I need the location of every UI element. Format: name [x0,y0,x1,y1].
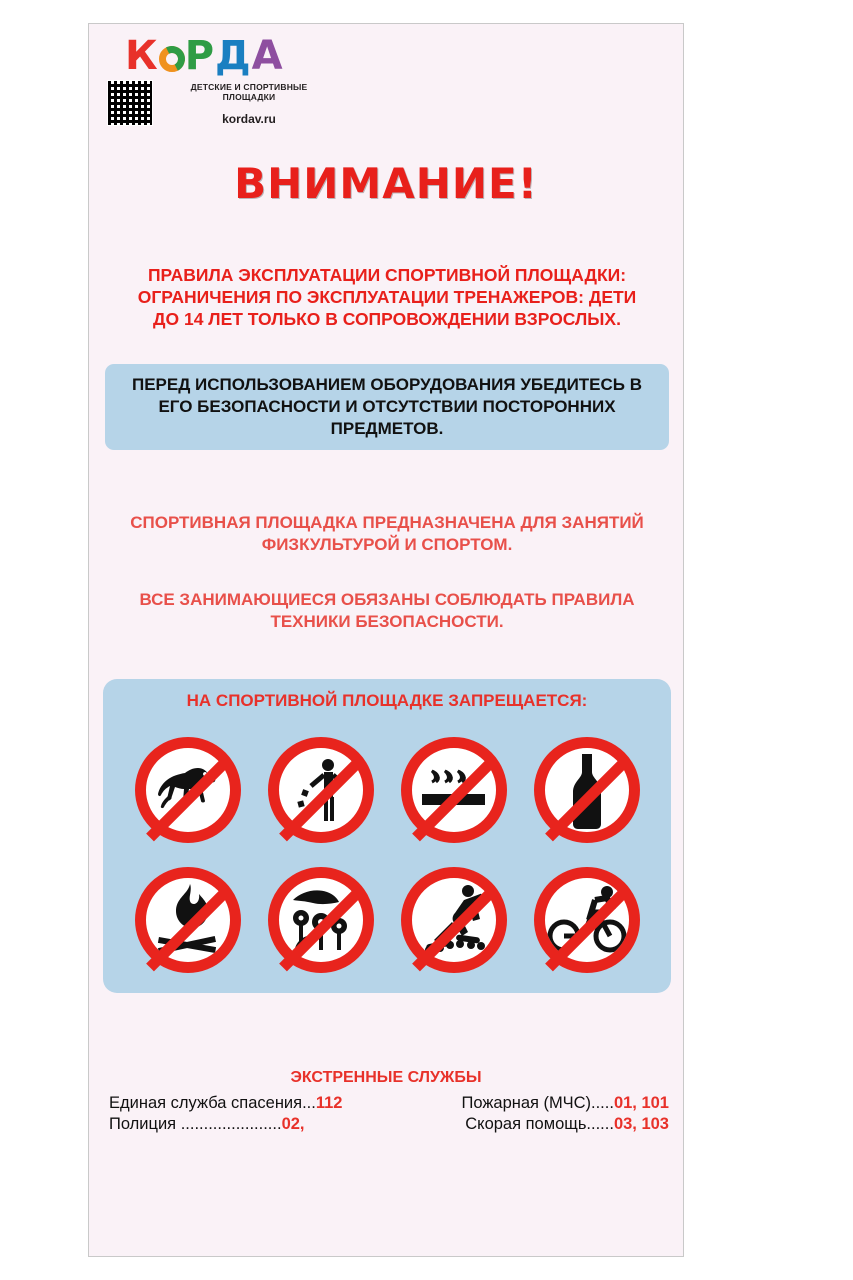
flowers-hand-glyph [279,878,363,962]
poster-sheet [88,23,684,1257]
qr-code-icon [107,80,153,126]
dog-glyph [146,748,230,832]
no-littering-icon [268,737,374,843]
no-rollerskating-icon [401,867,507,973]
brand-ring-icon [159,46,185,72]
no-dogs-icon [135,737,241,843]
bottle-glyph [545,748,629,832]
safety-check-box: ПЕРЕД ИСПОЛЬЗОВАНИЕМ ОБОРУДОВАНИЯ УБЕДИТЕСЬ В ЕГО БЕЗОПАСНОСТИ И ОТСУТСТВИИ ПОСТОРОННИХ ПРЕДМЕТОВ. [105,364,669,450]
no-open-fire-icon [135,867,241,973]
emergency-number: 03, 103 [613,1115,669,1133]
emergency-label: Пожарная (МЧС)..... [461,1094,614,1112]
page-title: ВНИМАНИЕ! [234,159,538,208]
emergency-number: 01, 101 [613,1094,669,1112]
emergency-row-1-left [109,1094,389,1113]
purpose-text: СПОРТИВНАЯ ПЛОЩАДКА ПРЕДНАЗНАЧЕНА ДЛЯ ЗАНЯТИЙ ФИЗКУЛЬТУРОЙ И СПОРТОМ. [130,513,644,554]
emergency-label: Скорая помощь...... [465,1115,614,1133]
brand-website: kordav.ru [222,112,276,126]
brand-subtitle: ДЕТСКИЕ И СПОРТИВНЫЕ ПЛОЩАДКИ [190,82,308,102]
brand-letter-4: Д [215,33,252,79]
emergency-number: 112 [315,1094,343,1112]
emergency-label: Единая служба спасения... [109,1094,316,1112]
emergency-table [109,1094,669,1134]
bicycle-glyph [545,878,629,962]
safety-rules-text: ВСЕ ЗАНИМАЮЩИЕСЯ ОБЯЗАНЫ СОБЛЮДАТЬ ПРАВИЛА ТЕХНИКИ БЕЗОПАСНОСТИ. [139,590,635,631]
brand-letter-1: К [125,33,159,79]
cigarette-glyph [412,748,496,832]
emergency-number: 02, [281,1115,305,1133]
brand-letter-3: Р [184,33,216,79]
emergency-title: ЭКСТРЕННЫЕ СЛУЖБЫ [290,1069,482,1086]
no-cycling-icon [534,867,640,973]
emergency-row-1-right [389,1094,669,1113]
prohibitions-icon-grid [121,725,653,985]
prohibitions-title: НА СПОРТИВНОЙ ПЛОЩАДКЕ ЗАПРЕЩАЕТСЯ: [186,691,588,710]
no-alcohol-icon [534,737,640,843]
brand-wordmark [125,34,337,78]
prohibitions-panel [103,679,671,993]
littering-glyph [279,748,363,832]
emergency-label: Полиция ...................... [109,1115,282,1133]
brand-logo [107,33,337,126]
campfire-glyph [146,878,230,962]
rules-text: ПРАВИЛА ЭКСПЛУАТАЦИИ СПОРТИВНОЙ ПЛОЩАДКИ: ОГРАНИЧЕНИЯ ПО ЭКСПЛУАТАЦИИ ТРЕНАЖЕРОВ: ДЕТИ ДО 14 ЛЕТ ТОЛЬКО В СОПРОВОЖДЕНИИ ВЗРОСЛЫХ. [137,265,637,329]
brand-letter-5: А [251,33,284,79]
rollerskater-glyph [412,878,496,962]
emergency-row-2-right [389,1115,669,1134]
no-picking-flowers-icon [268,867,374,973]
no-smoking-icon [401,737,507,843]
emergency-row-2-left [109,1115,389,1134]
